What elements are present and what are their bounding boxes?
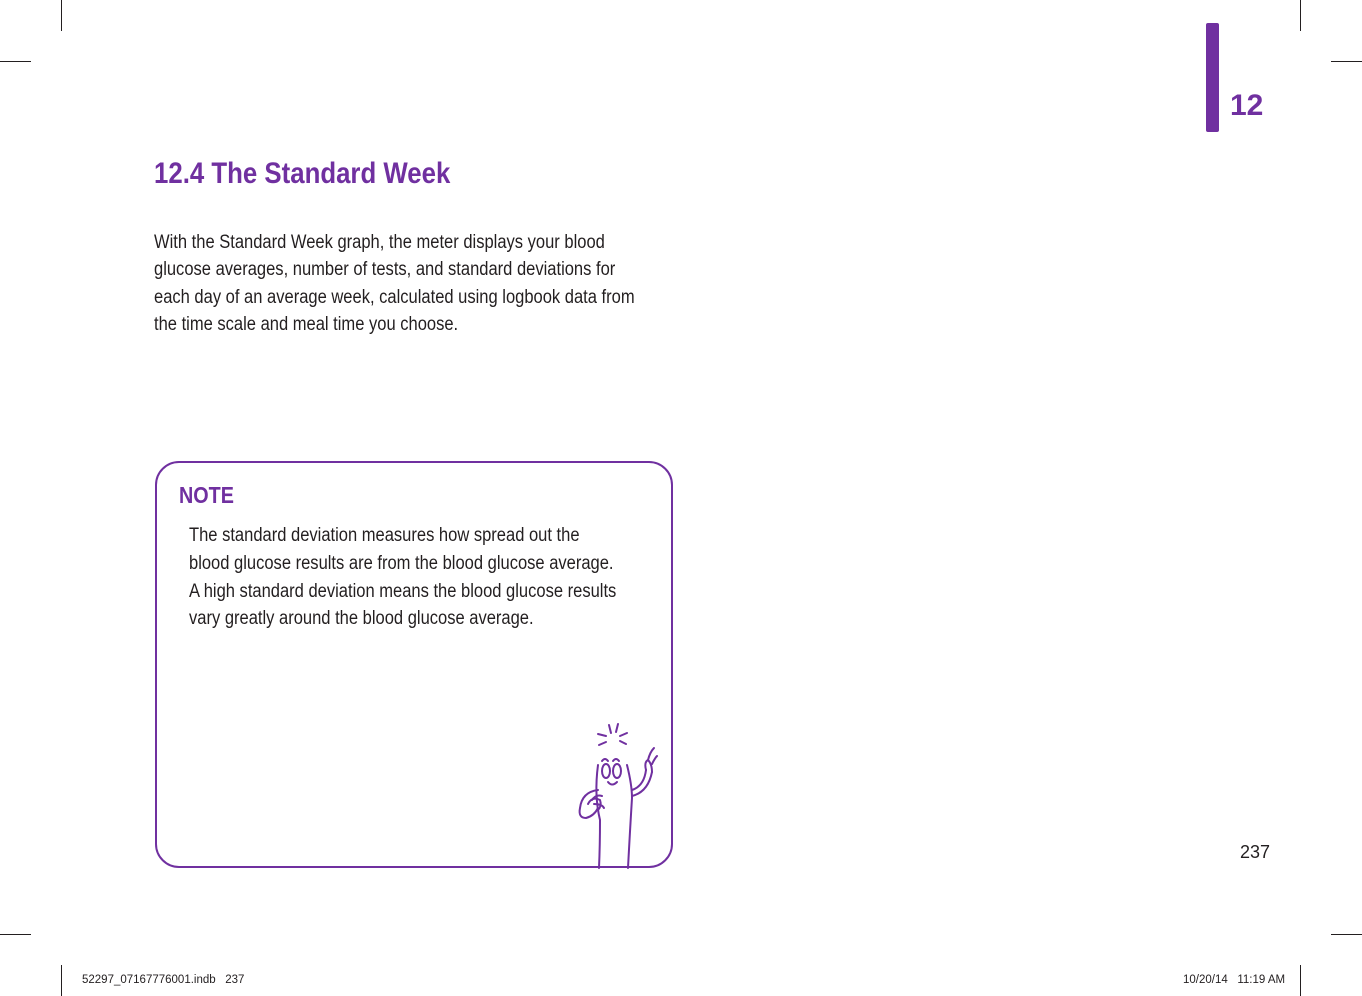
- crop-mark: [61, 965, 62, 996]
- crop-mark: [61, 0, 62, 31]
- note-line: A high standard deviation means the blood glucose results: [189, 580, 617, 602]
- crop-mark: [0, 934, 31, 935]
- body-line: each day of an average week, calculated using logbook data from: [154, 286, 635, 308]
- crop-mark: [1331, 61, 1362, 62]
- chapter-number: 12: [1230, 89, 1264, 122]
- crop-mark: [1300, 965, 1301, 996]
- body-line: glucose averages, number of tests, and standard deviations for: [154, 259, 616, 281]
- body-line: the time scale and meal time you choose.: [154, 313, 459, 335]
- crop-mark: [0, 61, 31, 62]
- section-title: 12.4 The Standard Week: [154, 157, 451, 190]
- print-slug-file: 52297_07167776001.indb 237: [82, 974, 245, 986]
- note-heading: NOTE: [179, 482, 234, 508]
- note-line: The standard deviation measures how spread out the: [189, 525, 580, 546]
- body-paragraph: [154, 229, 659, 338]
- note-line: vary greatly around the blood glucose average.: [189, 608, 534, 630]
- note-line: blood glucose results are from the blood glucose average.: [189, 552, 614, 574]
- note-text: [189, 522, 676, 633]
- pointing-character-icon: [572, 720, 672, 872]
- body-line: With the Standard Week graph, the meter displays your blood: [154, 232, 605, 253]
- print-slug-date: 10/20/14 11:19 AM: [1183, 974, 1286, 986]
- crop-mark: [1331, 934, 1362, 935]
- crop-mark: [1300, 0, 1301, 31]
- chapter-tab-bar: [1206, 23, 1219, 132]
- page-number: 237: [1240, 842, 1271, 862]
